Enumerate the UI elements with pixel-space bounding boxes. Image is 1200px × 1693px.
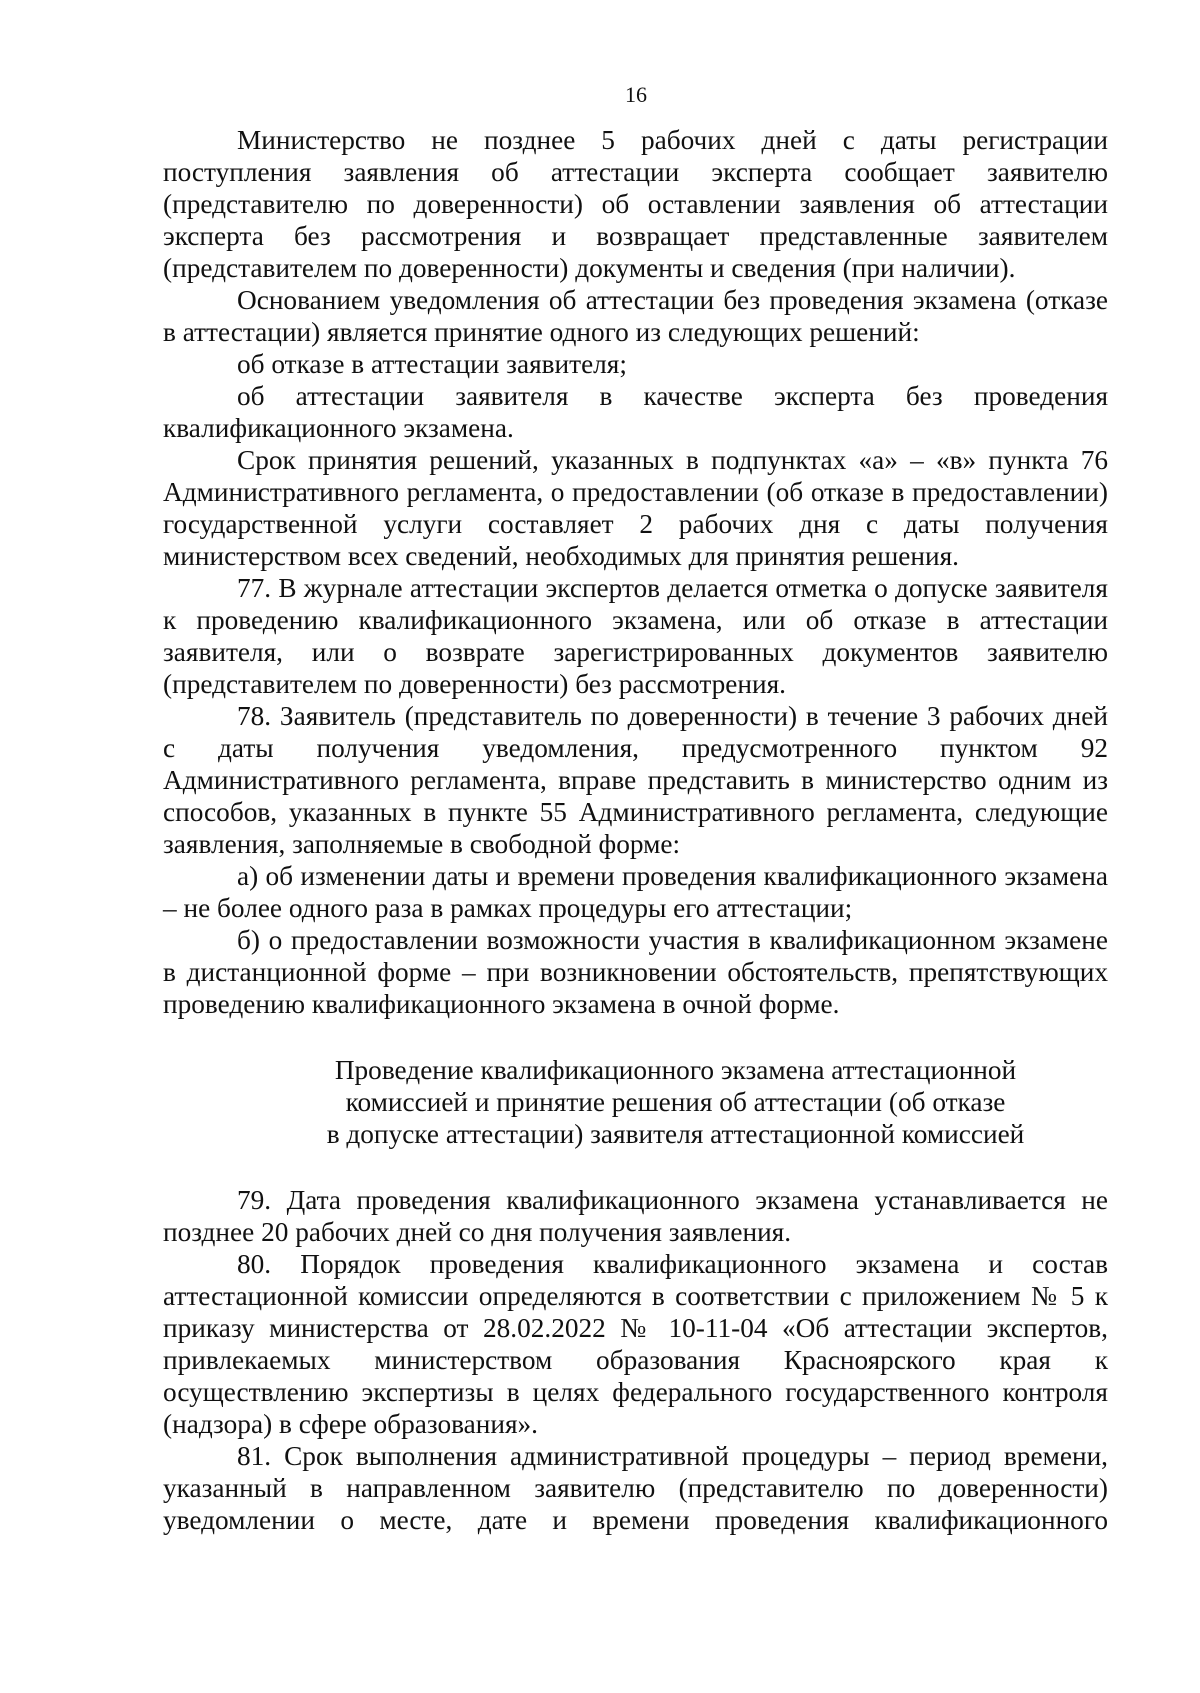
- paragraph: 78. Заявитель (представитель по доверенности) в течение 3 рабочих дней с даты получения уведомления, предусмотренного пунктом 92 Административного регламента, вправе представить в министерство одним из способов, указанных в пункте 55 Административного регламента, следующие заявления, заполняемые в свободной форме:: [163, 701, 1108, 859]
- paragraph: об отказе в аттестации заявителя;: [237, 349, 627, 379]
- paragraph: 77. В журнале аттестации экспертов делается отметка о допуске заявителя к проведению квалификационного экзамена, или об отказе в аттестации заявителя, или о возврате зарегистрированных документов заявителю (представителем по доверенности) без рассмотрения.: [163, 573, 1108, 699]
- document-body: [163, 124, 1108, 1536]
- paragraph: Министерство не позднее 5 рабочих дней с даты регистрации поступления заявления об аттестации эксперта сообщает заявителю (представителю по доверенности) об оставлении заявления об аттестации эксперта без рассмотрения и возвращает представленные заявителем (представителем по доверенности) документы и сведения (при наличии).: [163, 125, 1108, 283]
- paragraph: б) о предоставлении возможности участия в квалификационном экзамене в дистанционной форме – при возникновении обстоятельств, препятствующих проведению квалификационного экзамена в очной форме.: [163, 925, 1108, 1019]
- paragraph: 79. Дата проведения квалификационного экзамена устанавливается не позднее 20 рабочих дней со дня получения заявления.: [163, 1185, 1108, 1247]
- paragraph: Основанием уведомления об аттестации без проведения экзамена (отказе в аттестации) является принятие одного из следующих решений:: [163, 285, 1108, 347]
- paragraph: об аттестации заявителя в качестве эксперта без проведения квалификационного экзамена.: [163, 381, 1108, 443]
- section-heading-line: Проведение квалификационного экзамена аттестационной: [334, 1055, 1017, 1085]
- section-heading-line: в допуске аттестации) заявителя аттестационной комиссией: [326, 1119, 1025, 1149]
- section-heading: [163, 1054, 1108, 1150]
- paragraph: Срок принятия решений, указанных в подпунктах «а» – «в» пункта 76 Административного регламента, о предоставлении (об отказе в предоставлении) государственной услуги составляет 2 рабочих дня с даты получения министерством всех сведений, необходимых для принятия решения.: [163, 445, 1108, 571]
- paragraph: 80. Порядок проведения квалификационного экзамена и состав аттестационной комиссии определяются в соответствии с приложением № 5 к приказу министерства от 28.02.2022 № 10-11-04 «Об аттестации экспертов, привлекаемых министерством образования Красноярского края к осуществлению экспертизы в целях федерального государственного контроля (надзора) в сфере образования».: [163, 1249, 1108, 1439]
- paragraph: 81. Срок выполнения административной процедуры – период времени, указанный в направленном заявителю (представителю по доверенности) уведомлении о месте, дате и времени проведения квалификационного: [163, 1441, 1108, 1535]
- paragraph: а) об изменении даты и времени проведения квалификационного экзамена – не более одного раза в рамках процедуры его аттестации;: [163, 861, 1108, 923]
- page-number: 16: [625, 82, 647, 107]
- section-heading-line: комиссией и принятие решения об аттестации (об отказе: [345, 1087, 1006, 1117]
